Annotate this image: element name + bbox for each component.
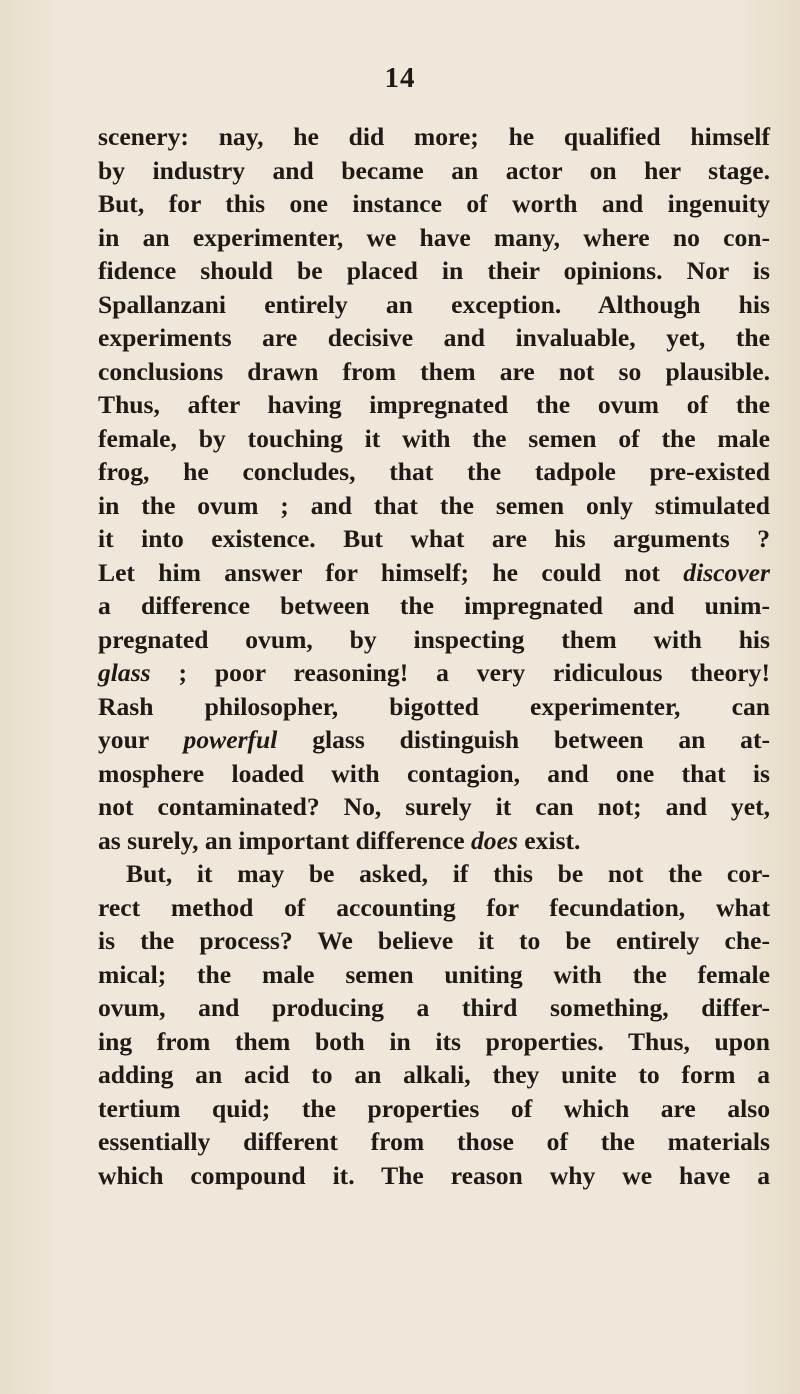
text-segment: ing from them both in its properties. Thus, upon bbox=[98, 1026, 770, 1056]
text-segment: scenery: nay, he did more; he qualified himself bbox=[98, 122, 770, 151]
text-line bbox=[98, 1125, 770, 1159]
text-segment: in an experimenter, we have many, where no con- bbox=[98, 222, 770, 252]
text-segment: mical; the male semen uniting with the female bbox=[98, 959, 770, 989]
text-line bbox=[98, 857, 770, 891]
text-segment: exist. bbox=[517, 825, 581, 855]
text-segment: not contaminated? No, surely it can not; and yet, bbox=[98, 792, 770, 821]
text-segment: glass distinguish between an at- bbox=[277, 725, 771, 754]
italic-word: powerful bbox=[183, 725, 278, 754]
text-line bbox=[98, 589, 770, 623]
text-line bbox=[98, 455, 770, 489]
text-line bbox=[98, 1159, 770, 1193]
text-line bbox=[98, 388, 770, 422]
text-line bbox=[98, 154, 770, 188]
text-segment: your bbox=[98, 725, 184, 754]
text-line bbox=[98, 556, 770, 590]
text-segment: fidence should be placed in their opinions. Nor is bbox=[98, 256, 770, 285]
text-line bbox=[98, 991, 770, 1025]
text-segment: pregnated ovum, by inspecting them with his bbox=[98, 624, 770, 654]
text-line bbox=[98, 489, 770, 523]
text-line bbox=[98, 790, 770, 824]
text-segment: is the process? We believe it to be entirely che- bbox=[98, 926, 770, 955]
text-segment: it into existence. But what are his arguments ? bbox=[98, 524, 770, 553]
text-segment: Thus, after having impregnated the ovum of the bbox=[98, 390, 770, 419]
text-segment: But, for this one instance of worth and ingenuity bbox=[98, 189, 770, 218]
text-segment: experiments are decisive and invaluable, yet, the bbox=[98, 323, 770, 352]
text-segment: ovum, and producing a third something, differ- bbox=[98, 993, 770, 1022]
text-segment: as surely, an important difference bbox=[98, 825, 471, 855]
text-segment: Let him answer for himself; he could not bbox=[98, 557, 684, 587]
text-segment: conclusions drawn from them are not so plausible. bbox=[98, 356, 770, 386]
text-line bbox=[98, 1025, 770, 1059]
text-segment: But, it may be asked, if this be not the cor- bbox=[126, 859, 770, 888]
text-segment: essentially different from those of the materials bbox=[98, 1127, 770, 1156]
text-line bbox=[98, 723, 770, 757]
text-segment: by industry and became an actor on her stage. bbox=[98, 155, 770, 185]
text-line bbox=[98, 187, 770, 221]
text-segment: tertium quid; the properties of which are also bbox=[98, 1093, 770, 1123]
text-segment: Spallanzani entirely an exception. Although his bbox=[98, 289, 770, 319]
text-line bbox=[98, 690, 770, 724]
text-line bbox=[98, 924, 770, 958]
text-line bbox=[98, 254, 770, 288]
text-line bbox=[98, 1058, 770, 1092]
text-line bbox=[98, 221, 770, 255]
text-segment: a difference between the impregnated and unim- bbox=[98, 591, 770, 620]
text-segment: frog, he concludes, that the tadpole pre-existed bbox=[98, 457, 770, 486]
text-segment: female, by touching it with the semen of the male bbox=[98, 423, 770, 453]
text-segment: rect method of accounting for fecundation, what bbox=[98, 892, 770, 922]
text-line bbox=[98, 355, 770, 389]
text-line bbox=[98, 522, 770, 556]
text-line bbox=[98, 623, 770, 657]
text-segment: in the ovum ; and that the semen only stimulated bbox=[98, 490, 770, 520]
body-text bbox=[98, 120, 770, 1192]
italic-word: discover bbox=[683, 557, 770, 587]
text-line bbox=[98, 824, 770, 858]
text-line bbox=[98, 321, 770, 355]
text-segment: ; poor reasoning! a very ridiculous theory! bbox=[150, 658, 770, 687]
italic-word: glass bbox=[98, 658, 151, 687]
text-line bbox=[98, 120, 770, 154]
text-segment: Rash philosopher, bigotted experimenter, can bbox=[98, 691, 770, 721]
text-line bbox=[98, 422, 770, 456]
text-segment: adding an acid to an alkali, they unite to form a bbox=[98, 1060, 770, 1089]
text-segment: which compound it. The reason why we have a bbox=[98, 1160, 770, 1190]
italic-word: does bbox=[470, 825, 518, 855]
text-line bbox=[98, 288, 770, 322]
text-line bbox=[98, 1092, 770, 1126]
text-line bbox=[98, 891, 770, 925]
page-number: 14 bbox=[384, 62, 416, 94]
text-line bbox=[98, 757, 770, 791]
text-line bbox=[98, 958, 770, 992]
text-line bbox=[98, 656, 770, 690]
text-segment: mosphere loaded with contagion, and one that is bbox=[98, 758, 770, 788]
